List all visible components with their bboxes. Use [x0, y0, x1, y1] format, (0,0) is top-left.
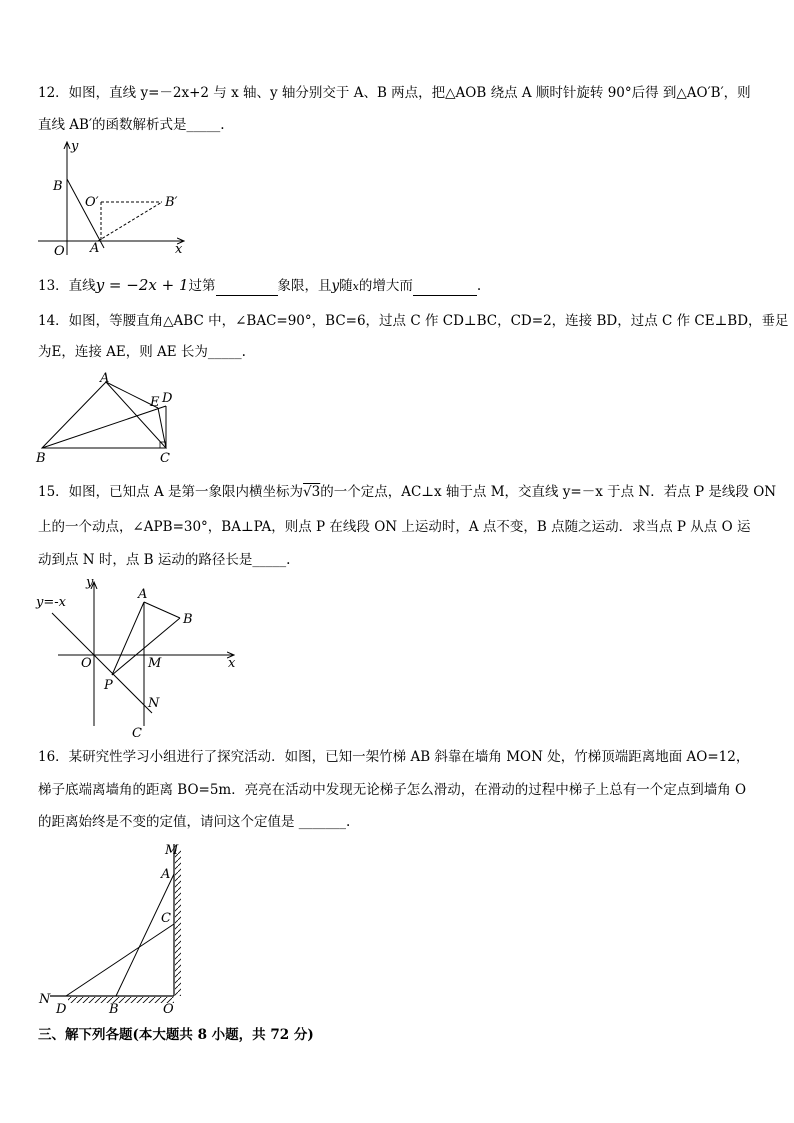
q15-label-y: y	[86, 576, 94, 590]
q16-wall-hatching	[175, 850, 181, 996]
q12-label-A: A	[90, 241, 100, 256]
q14-label-C: C	[160, 451, 170, 466]
q13-expression: y = −2x + 1	[95, 276, 189, 294]
q14-label-B: B	[36, 451, 46, 466]
q13-line	[38, 276, 481, 296]
q12-line-AB	[67, 179, 104, 248]
q14-triangle-ABC	[42, 382, 166, 448]
q13-blank-1	[216, 281, 278, 296]
q13-part4: 随	[339, 278, 353, 294]
q15-label-P: P	[104, 678, 113, 693]
q12-line2: 直线 AB′的函数解析式是_____.	[38, 117, 225, 133]
q16-label-N: N	[39, 992, 51, 1007]
q16-line2: 梯子底端离墙角的距离 BO=5m．亮亮在活动中发现无论梯子怎么滑动，在滑动的过程中梯子上总有一个定点到墙角 O	[38, 782, 747, 798]
q14-figure	[34, 370, 184, 466]
q16-line1: 16．某研究性学习小组进行了探究活动．如图，已知一架竹梯 AB 斜靠在墙角 MON 处，竹梯顶端距离地面 AO=12，	[38, 749, 750, 765]
q15-segment-AB	[144, 602, 180, 618]
q15-figure	[34, 576, 244, 742]
q15-label-C: C	[132, 726, 142, 741]
q15-segment-PB	[112, 618, 180, 675]
q12-label-y: y	[71, 139, 79, 154]
q16-ground-hatching	[68, 997, 174, 1003]
q15-line1	[38, 483, 776, 501]
q14-label-D: D	[162, 391, 173, 406]
q15-label-B: B	[183, 612, 193, 627]
q12-label-O: O	[54, 244, 65, 258]
q12-label-B: B	[53, 179, 63, 194]
section-heading: 三、解下列各题(本大题共 8 小题，共 72 分)	[38, 1027, 314, 1043]
q16-figure	[34, 836, 194, 1020]
q15-segment-AP	[112, 602, 144, 675]
q16-label-D: D	[56, 1002, 67, 1017]
q12-label-Oprime: O′	[85, 195, 99, 210]
q15-label-N: N	[148, 696, 160, 711]
q12-label-x: x	[175, 242, 183, 257]
q12-ABprime	[98, 202, 162, 241]
q12-figure	[36, 138, 196, 258]
q13-var-x: x	[352, 280, 359, 293]
q13-part5: 的增大而	[358, 278, 413, 294]
q15-label-yeq: y=-x	[36, 595, 66, 610]
q15-label-x: x	[228, 656, 236, 671]
q15-line-y-neg-x	[52, 613, 152, 713]
q16-label-A: A	[161, 867, 171, 882]
q16-ladder-CD	[66, 924, 174, 996]
q16-label-B: B	[109, 1002, 119, 1017]
q15-label-M: M	[148, 656, 162, 671]
q13-part6: .	[476, 278, 482, 294]
q15-line2: 上的一个动点，∠APB=30°，BA⊥PA，则点 P 在线段 ON 上运动时，A 点不变，B 点随之运动．求当点 P 从点 O 运	[38, 519, 751, 535]
q13-part3: 象限，且	[277, 278, 332, 294]
q14-line2: 为E，连接 AE，则 AE 长为_____.	[38, 344, 246, 360]
q14-line1: 14．如图，等腰直角△ABC 中，∠BAC=90°，BC=6，过点 C 作 CD⊥BC，CD=2，连接 BD，过点 C 作 CE⊥BD，垂足	[38, 313, 789, 329]
q15-label-O: O	[81, 656, 92, 671]
q16-label-O: O	[163, 1002, 174, 1017]
q15-line3: 动到点 N 时，点 B 运动的路径长是_____.	[38, 552, 291, 568]
q16-label-M: M	[165, 843, 179, 858]
q16-ladder-AB	[116, 874, 174, 996]
q15-line1a: 15．如图，已知点 A 是第一象限内横坐标为	[38, 484, 304, 500]
q16-label-C: C	[161, 911, 171, 926]
q13-part1: 13．直线	[38, 278, 96, 294]
q15-label-A: A	[138, 587, 148, 602]
q13-var-y: y	[331, 278, 340, 294]
q12-line1: 12．如图，直线 y=－2x+2 与 x 轴、y 轴分别交于 A、B 两点，把△AOB 绕点 A 顺时针旋转 90°后得 到△AO′B′，则	[38, 85, 751, 101]
q14-label-A: A	[100, 371, 110, 386]
q14-label-E: E	[150, 395, 160, 410]
q13-part2: 过第	[188, 278, 216, 294]
q13-blank-2	[413, 281, 477, 296]
q16-line3: 的距离始终是不变的定值，请问这个定值是 _______.	[38, 814, 351, 830]
q15-sqrt3: √3	[303, 484, 321, 500]
q12-label-Bprime: B′	[165, 195, 178, 210]
q15-line1b: 的一个定点，AC⊥x 轴于点 M，交直线 y=－x 于点 N．若点 P 是线段 ON	[320, 484, 777, 500]
